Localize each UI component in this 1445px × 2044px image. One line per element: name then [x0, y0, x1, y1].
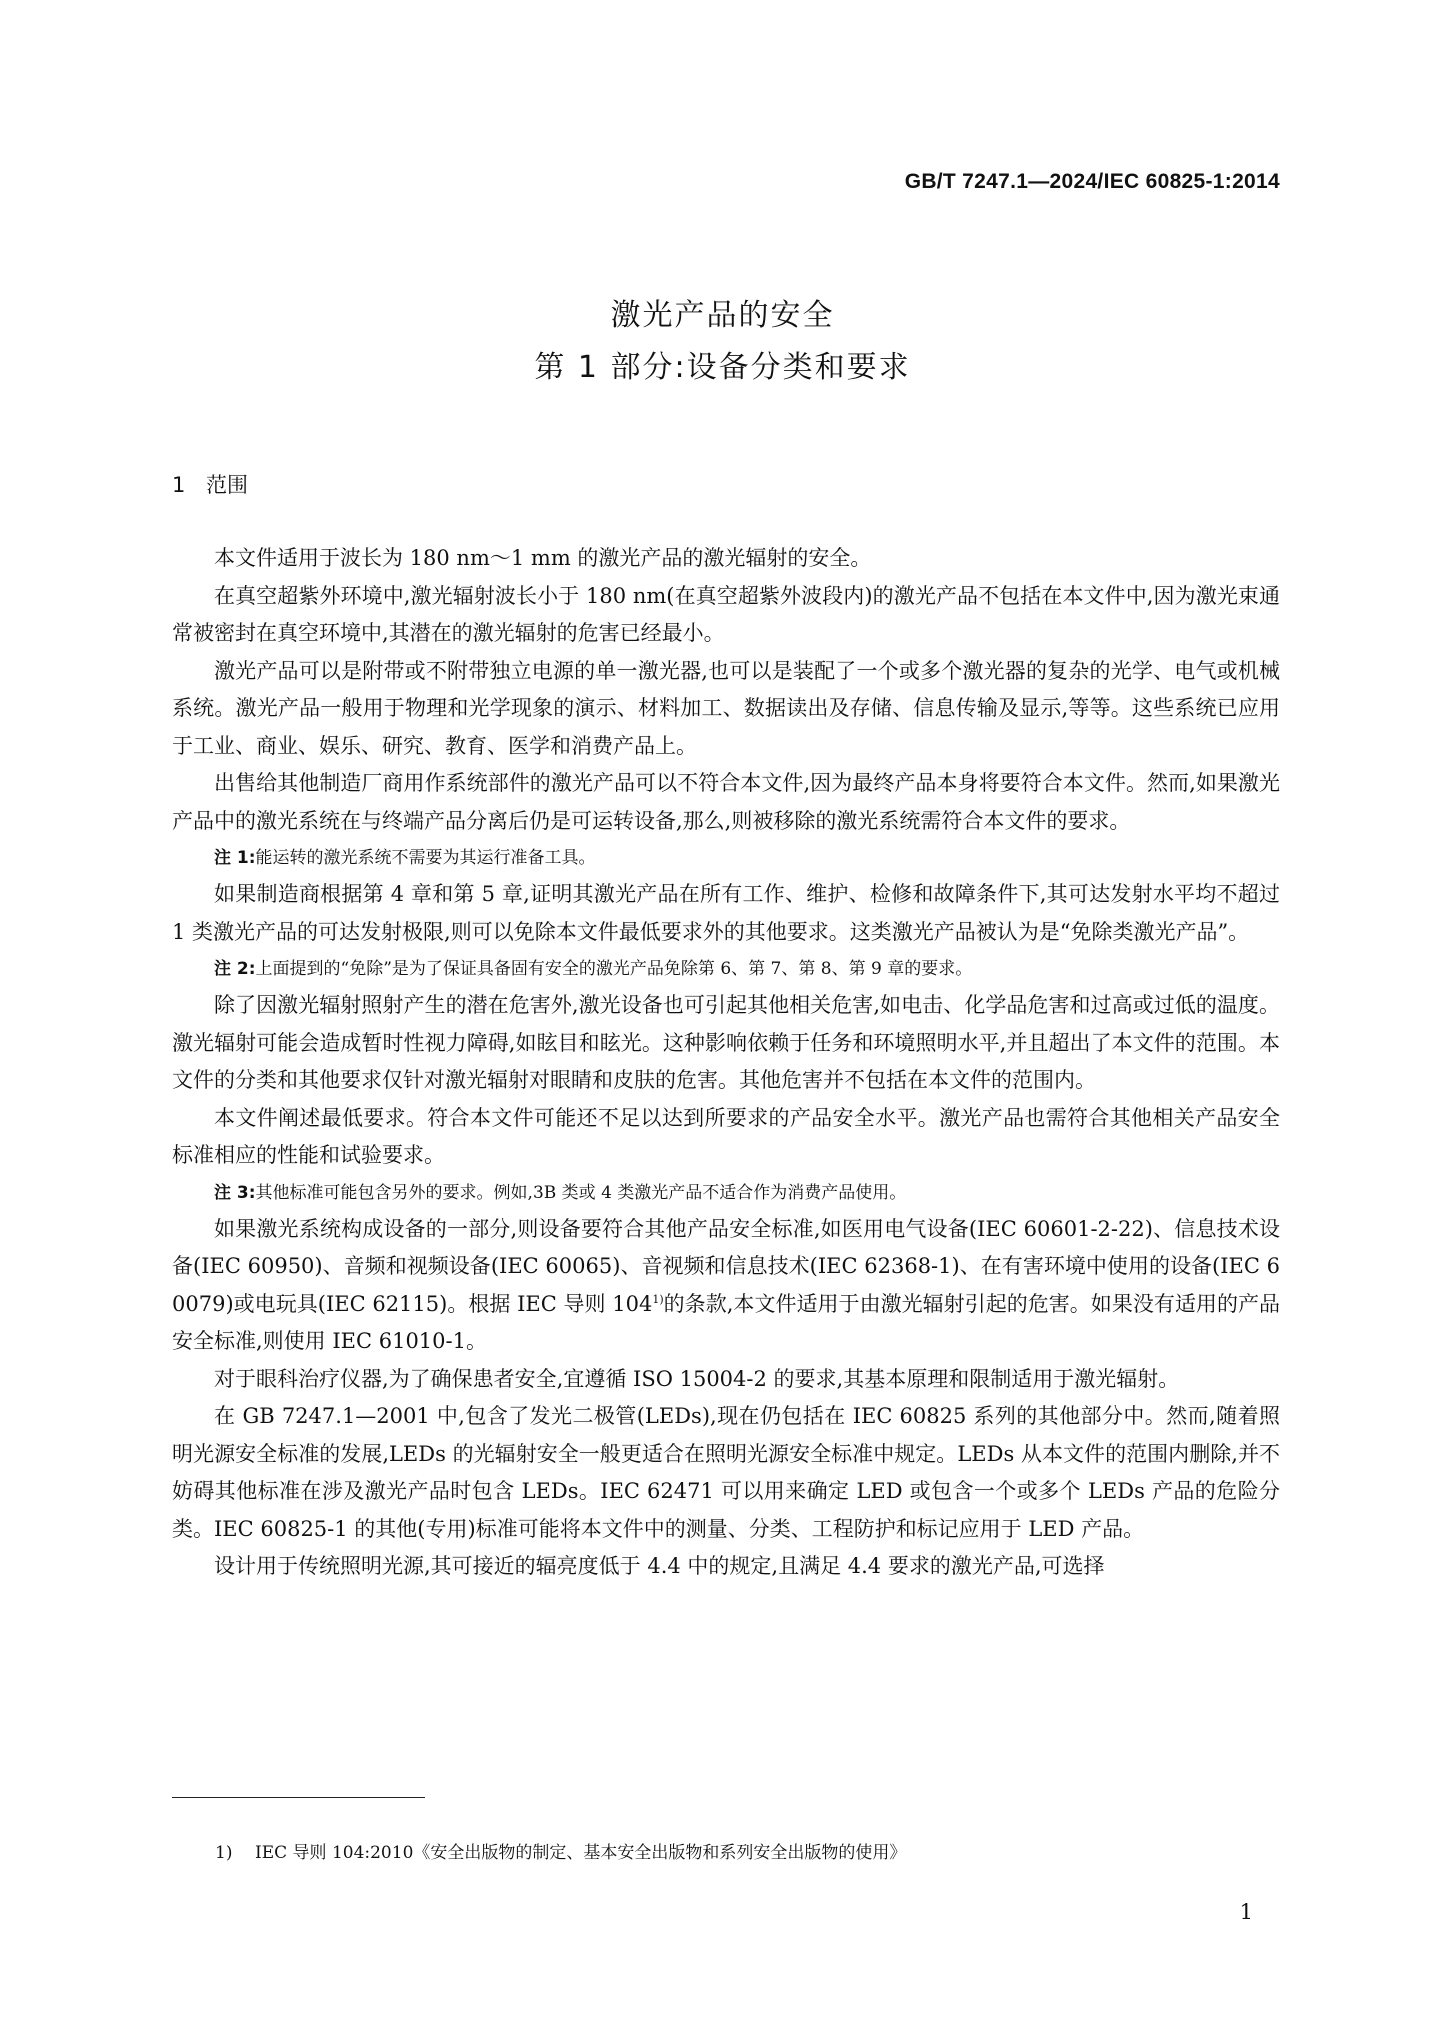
note-2-label: 注 2: [214, 959, 256, 979]
paragraph-4: 出售给其他制造厂商用作系统部件的激光产品可以不符合本文件,因为最终产品本身将要符合本文件。然而,如果激光产品中的激光系统在与终端产品分离后仍是可运转设备,那么,则被移除的激光系统需符合本文件的要求。 [172, 771, 1280, 833]
standard-number: GB/T 7247.1—2024/IEC 60825-1:2014 [904, 170, 1280, 193]
paragraph-2: 在真空超紫外环境中,激光辐射波长小于 180 nm(在真空超紫外波段内)的激光产品不包括在本文件中,因为激光束通常被密封在真空环境中,其潜在的激光辐射的危害已经最小。 [172, 583, 1280, 645]
note-3-text: 其他标准可能包含另外的要求。例如,3B 类或 4 类激光产品不适合作为消费产品使用。 [255, 1182, 907, 1203]
note-3 [172, 1178, 1280, 1208]
paragraph-9: 对于眼科治疗仪器,为了确保患者安全,宜遵循 ISO 15004-2 的要求,其基本原理和限制适用于激光辐射。 [214, 1366, 1180, 1391]
section-title: 范围 [206, 473, 248, 497]
footnote-separator [172, 1797, 425, 1798]
section-heading [172, 470, 1280, 540]
note-1-label: 注 1: [214, 848, 256, 868]
paragraph-6: 除了因激光辐射照射产生的潜在危害外,激光设备也可引起其他相关危害,如电击、化学品危害和过高或过低的温度。激光辐射可能会造成暂时性视力障碍,如眩目和眩光。这种影响依赖于任务和环境照明水平,并且超出了本文件的范围。本文件的分类和其他要求仅针对激光辐射对眼睛和皮肤的危害。其他危害并不包括在本文件的范围内。 [172, 993, 1280, 1092]
footnote-reference: 1) [652, 1292, 664, 1306]
main-content [172, 470, 1280, 1586]
section-number: 1 [172, 473, 186, 497]
paragraph-7: 本文件阐述最低要求。符合本文件可能还不足以达到所要求的产品安全水平。激光产品也需符合其他相关产品安全标准相应的性能和试验要求。 [172, 1105, 1280, 1167]
footnote-mark: 1) [215, 1843, 233, 1863]
paragraph-3: 激光产品可以是附带或不附带独立电源的单一激光器,也可以是装配了一个或多个激光器的复杂的光学、电气或机械系统。激光产品一般用于物理和光学现象的演示、材料加工、数据读出及存储、信息传输及显示,等等。这些系统已应用于工业、商业、娱乐、研究、教育、医学和消费产品上。 [172, 658, 1280, 758]
paragraph-8-part-1: 如果激光系统构成设备的一部分,则设备要符合其他产品安全标准,如医用电气设备(IEC 60601-2-22)、信息技术设备(IEC 60950)、音频和视频设备(IEC 60065)、音视频和信息技术(IEC 62368-1)、在有害环境中使用的设备(IEC 60079)或电玩具(IEC 62115)。根据 IEC 导则 104 [172, 1216, 1280, 1316]
paragraph-8 [172, 1211, 1280, 1361]
document-title [0, 290, 1445, 394]
paragraph-10: 在 GB 7247.1—2001 中,包含了发光二极管(LEDs),现在仍包括在 IEC 60825 系列的其他部分中。然而,随着照明光源安全标准的发展,LEDs 的光辐射安全一般更适合在照明光源安全标准中规定。LEDs 从本文件的范围内删除,并不妨碍其他标准在涉及激光产品时包含 LEDs。IEC 62471 可以用来确定 LED 或包含一个或多个 LEDs 产品的危险分类。IEC 60825-1 的其他(专用)标准可能将本文件中的测量、分类、工程防护和标记应用于 LED 产品。 [172, 1404, 1280, 1541]
paragraph-11: 设计用于传统照明光源,其可接近的辐亮度低于 4.4 中的规定,且满足 4.4 要求的激光产品,可选择 [214, 1554, 1105, 1578]
note-2-text: 上面提到的“免除”是为了保证具备固有安全的激光产品免除第 6、第 7、第 8、第 9 章的要求。 [255, 959, 973, 979]
paragraph-8-part-2: 的条款,本文件适用于由激光辐射引起的危害。如果没有适用的产品安全标准,则使用 IEC 61010-1。 [172, 1291, 1280, 1353]
note-3-label: 注 3: [214, 1182, 256, 1203]
footnote [215, 1840, 906, 1866]
paragraph-5: 如果制造商根据第 4 章和第 5 章,证明其激光产品在所有工作、维护、检修和故障条件下,其可达发射水平均不超过 1 类激光产品的可达发射极限,则可以免除本文件最低要求外的其他要求。这类激光产品被认为是“免除类激光产品”。 [172, 882, 1280, 944]
footnote-text: IEC 导则 104:2010《安全出版物的制定、基本安全出版物和系列安全出版物的使用》 [255, 1843, 907, 1863]
paragraph-1: 本文件适用于波长为 180 nm～1 mm 的激光产品的激光辐射的安全。 [214, 546, 872, 570]
page-number: 1 [1239, 1900, 1253, 1924]
note-2 [172, 954, 1280, 984]
title-line-1: 激光产品的安全 [610, 298, 835, 333]
note-1-text: 能运转的激光系统不需要为其运行准备工具。 [255, 848, 596, 868]
title-line-2: 第 1 部分:设备分类和要求 [534, 350, 911, 385]
note-1 [172, 843, 1280, 873]
